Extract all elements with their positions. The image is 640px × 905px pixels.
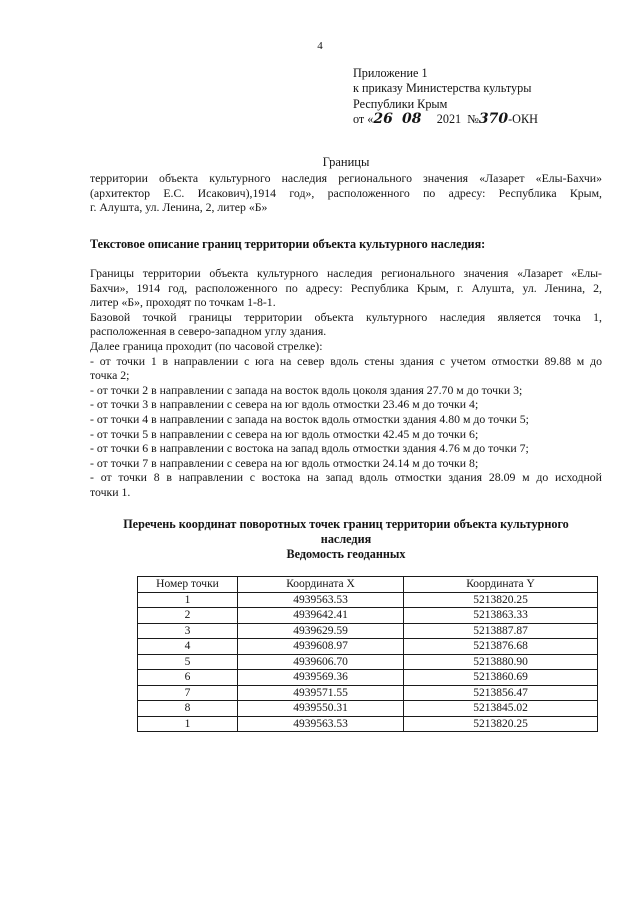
point-number: 1: [138, 592, 238, 608]
coordinate-y: 5213887.87: [404, 623, 598, 639]
order-number: 370: [478, 111, 509, 128]
table-row: [138, 701, 598, 717]
segment-line: - от точки 5 в направлении с севера на юг вдоль отмостки 42.45 м до точки 6;: [90, 426, 479, 441]
segment-line: - от точки 3 в направлении с севера на юг вдоль отмостки 23.46 м до точки 4;: [90, 397, 479, 412]
appendix-block: [353, 66, 538, 128]
point-number: 3: [138, 623, 238, 639]
object-title: [90, 171, 602, 215]
segment-line: - от точки 6 в направлении с востока на запад вдоль отмостки здания 4.76 м до точки 7;: [90, 441, 529, 456]
coordinate-x: 4939563.53: [238, 592, 404, 608]
coordinate-x: 4939629.59: [238, 623, 404, 639]
point-number: 8: [138, 701, 238, 717]
base-point-line: расположенная в северо-западном углу здания.: [90, 324, 327, 339]
coordinate-x: 4939608.97: [238, 639, 404, 655]
coordinates-heading-line: Перечень координат поворотных точек границ территории объекта культурного: [123, 517, 569, 531]
intro-line: Бахчи», 1914 год, расположенного по адресу: Республика Крым, г. Алушта, ул. Ленина, 2,: [90, 280, 602, 295]
coordinate-x: 4939571.55: [238, 685, 404, 701]
appendix-republic: Республики Крым: [353, 96, 448, 111]
number-sign: №: [467, 112, 479, 127]
coordinate-x: 4939606.70: [238, 654, 404, 670]
coordinate-y: 5213863.33: [404, 608, 598, 624]
segment-line: точки 1.: [90, 484, 131, 499]
order-suffix: -ОКН: [508, 112, 538, 127]
segment-line: - от точки 2 в направлении с запада на восток вдоль цоколя здания 27.70 м до точки 3;: [90, 382, 523, 397]
header-point-number: Номер точки: [138, 577, 238, 593]
point-number: 6: [138, 670, 238, 686]
table-row: [138, 654, 598, 670]
coordinate-x: 4939550.31: [238, 701, 404, 717]
intro-line: литер «Б», проходят по точкам 1-8-1.: [90, 295, 276, 310]
coordinates-heading-line: наследия: [320, 531, 372, 546]
coordinate-x: 4939642.41: [238, 608, 404, 624]
table-row: [138, 592, 598, 608]
segment-line: - от точки 4 в направлении с запада на восток вдоль отмостки здания 4.80 м до точки 5;: [90, 411, 529, 426]
table-row: [138, 639, 598, 655]
appendix-order-ref: к приказу Министерства культуры: [353, 81, 532, 96]
point-number: 2: [138, 608, 238, 624]
coordinate-y: 5213820.25: [404, 716, 598, 732]
table-row: [138, 670, 598, 686]
segment-line: - от точки 1 в направлении с юга на север вдоль стены здания с учетом отмостки 89.88 м до: [90, 353, 602, 368]
document-heading: Границы: [322, 155, 370, 169]
segment-line: - от точки 8 в направлении с востока на запад вдоль отмостки здания 28.09 м до исходной: [90, 470, 602, 485]
date-prefix: от «: [353, 112, 374, 127]
segment-line: - от точки 7 в направлении с севера на юг вдоль отмостки 24.14 м до точки 8;: [90, 455, 479, 470]
coordinate-x: 4939569.36: [238, 670, 404, 686]
geodata-heading: Ведомость геоданных: [286, 546, 406, 561]
page-number: 4: [317, 40, 323, 52]
title-line: территории объекта культурного наследия регионального значения «Лазарет «Елы-Бахчи»: [90, 171, 602, 185]
section-heading: Текстовое описание границ территории объекта культурного наследия:: [90, 237, 486, 251]
table-row: [138, 623, 598, 639]
coordinate-x: 4939563.53: [238, 716, 404, 732]
date-year: 2021: [436, 112, 462, 127]
point-number: 4: [138, 639, 238, 655]
table-header-row: [138, 577, 598, 593]
boundary-description: [90, 266, 602, 500]
point-number: 1: [138, 716, 238, 732]
segment-line: точка 2;: [90, 368, 130, 383]
table-row: [138, 685, 598, 701]
coordinates-heading: [90, 517, 602, 561]
coordinate-y: 5213820.25: [404, 592, 598, 608]
coordinate-y: 5213845.02: [404, 701, 598, 717]
coordinate-y: 5213880.90: [404, 654, 598, 670]
appendix-date-line: [353, 112, 538, 127]
direction-line: Далее граница проходит (по часовой стрелке):: [90, 338, 323, 353]
header-coordinate-y: Координата Y: [404, 577, 598, 593]
table-row: [138, 716, 598, 732]
base-point-line: Базовой точкой границы территории объекта культурного наследия является точка 1,: [90, 309, 602, 324]
table-row: [138, 608, 598, 624]
date-day: 26: [373, 111, 393, 128]
coordinate-y: 5213860.69: [404, 670, 598, 686]
coordinate-y: 5213856.47: [404, 685, 598, 701]
header-coordinate-x: Координата X: [238, 577, 404, 593]
title-line: г. Алушта, ул. Ленина, 2, литер «Б»: [90, 200, 268, 215]
coordinate-y: 5213876.68: [404, 639, 598, 655]
date-month: 08: [402, 111, 422, 128]
point-number: 5: [138, 654, 238, 670]
point-number: 7: [138, 685, 238, 701]
title-line: (архитектор Е.С. Исакович),1914 год», расположенного по адресу: Республика Крым,: [90, 185, 602, 200]
appendix-title: Приложение 1: [353, 66, 428, 80]
intro-line: Границы территории объекта культурного наследия регионального значения «Лазарет «Елы-: [90, 266, 602, 280]
coordinates-table: [137, 576, 598, 732]
